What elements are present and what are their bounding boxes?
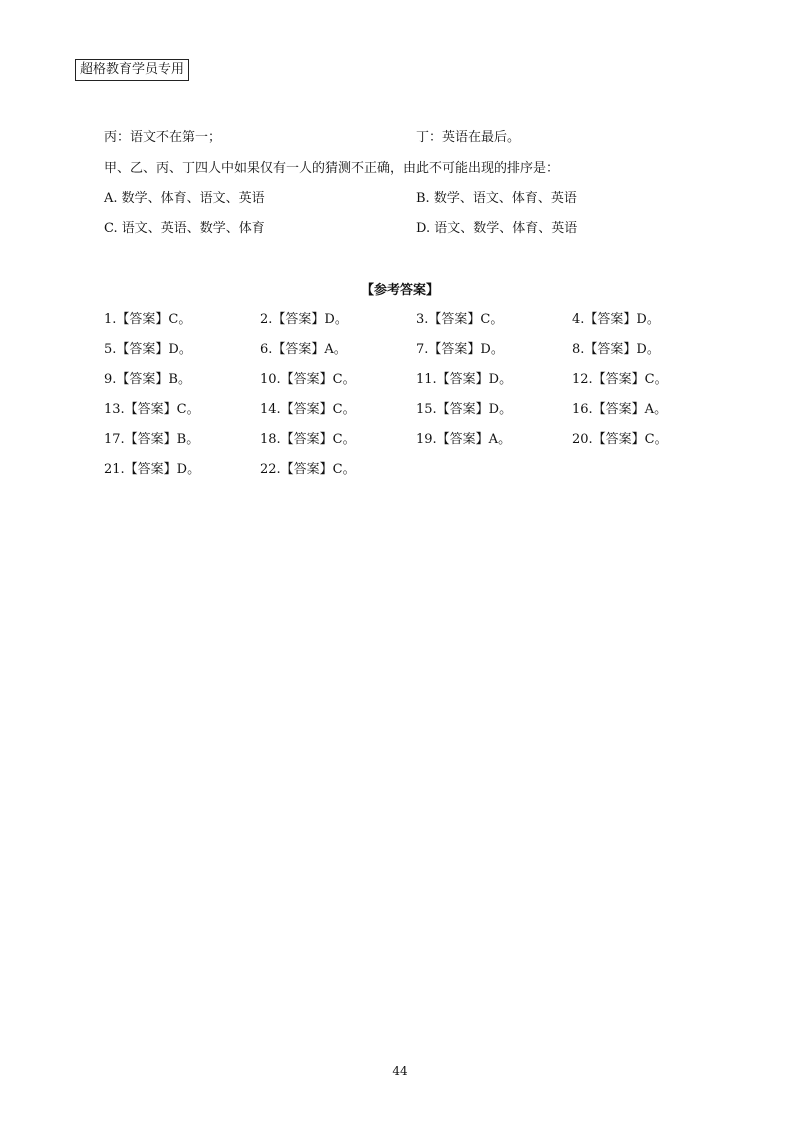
answers-title: 【参考答案】 bbox=[360, 283, 439, 298]
answer-item: 14.【答案】C。 bbox=[260, 402, 356, 417]
answer-item: 4.【答案】D。 bbox=[572, 312, 660, 327]
answer-item: 9.【答案】B。 bbox=[104, 372, 191, 387]
option-a: A. 数学、体育、语文、英语 bbox=[104, 191, 265, 206]
answer-item: 16.【答案】A。 bbox=[572, 402, 668, 417]
option-c: C. 语文、英语、数学、体育 bbox=[104, 221, 265, 236]
answer-item: 11.【答案】D。 bbox=[416, 372, 513, 387]
answer-item: 12.【答案】C。 bbox=[572, 372, 668, 387]
question-prompt: 甲、乙、丙、丁四人中如果仅有一人的猜测不正确，由此不可能出现的排序是： bbox=[104, 161, 560, 176]
page-number: 44 bbox=[392, 1064, 408, 1078]
answer-grid bbox=[104, 311, 724, 491]
option-d: D. 语文、数学、体育、英语 bbox=[416, 221, 578, 236]
answer-item: 21.【答案】D。 bbox=[104, 462, 201, 477]
answer-item: 17.【答案】B。 bbox=[104, 432, 200, 447]
answer-item: 5.【答案】D。 bbox=[104, 342, 192, 357]
answer-item: 7.【答案】D。 bbox=[416, 342, 504, 357]
answer-item: 13.【答案】C。 bbox=[104, 402, 200, 417]
header-badge: 超格教育学员专用 bbox=[75, 59, 189, 81]
answer-item: 6.【答案】A。 bbox=[260, 342, 347, 357]
answer-item: 22.【答案】C。 bbox=[260, 462, 356, 477]
answer-item: 10.【答案】C。 bbox=[260, 372, 356, 387]
answer-item: 3.【答案】C。 bbox=[416, 312, 504, 327]
answer-item: 19.【答案】A。 bbox=[416, 432, 512, 447]
option-b: B. 数学、语文、体育、英语 bbox=[416, 191, 577, 206]
answer-item: 2.【答案】D。 bbox=[260, 312, 348, 327]
clue-ding: 丁：英语在最后。 bbox=[416, 130, 521, 145]
answer-item: 18.【答案】C。 bbox=[260, 432, 356, 447]
answer-item: 1.【答案】C。 bbox=[104, 312, 192, 327]
clue-bing: 丙：语文不在第一； bbox=[104, 130, 222, 145]
answer-item: 15.【答案】D。 bbox=[416, 402, 513, 417]
answer-item: 20.【答案】C。 bbox=[572, 432, 668, 447]
answer-item: 8.【答案】D。 bbox=[572, 342, 660, 357]
